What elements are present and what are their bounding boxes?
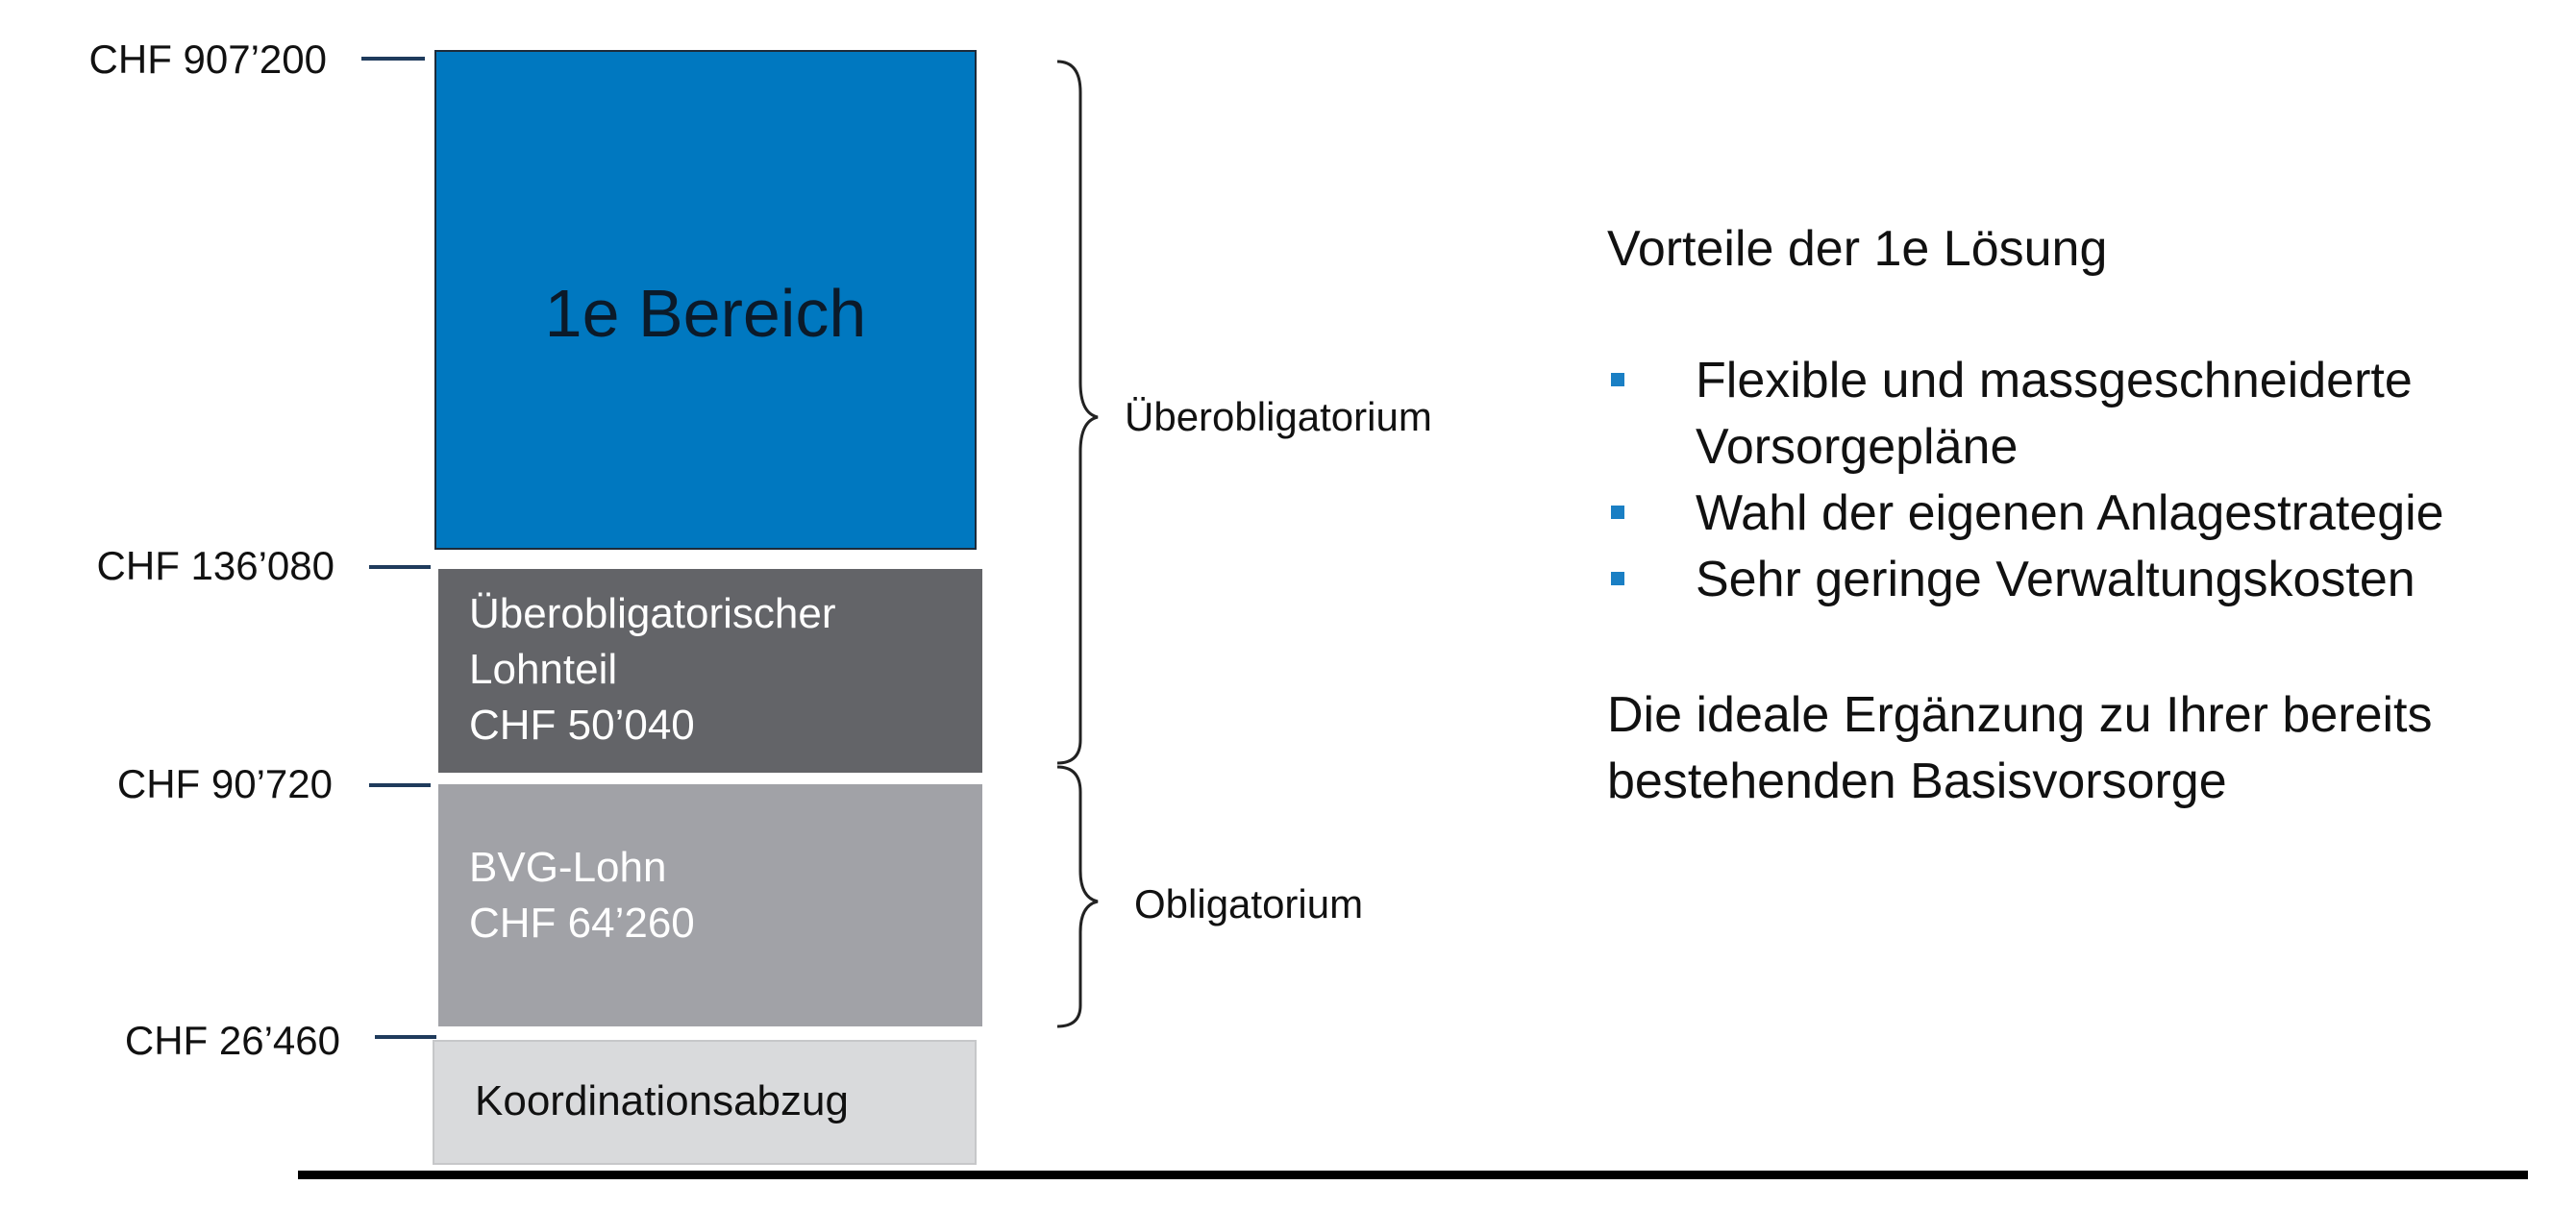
advantage-text: Wahl der eigenen Anlagestrategie	[1696, 485, 2444, 541]
block-koordinationsabzug-label: Koordinationsabzug	[475, 1077, 849, 1124]
block-ueberobligatorischer-line-2: Lohnteil	[469, 646, 618, 693]
block-bvg-lohn-text	[469, 840, 695, 951]
block-ueberobligatorischer-line-3: CHF 50’040	[469, 702, 695, 749]
brace-lower	[1057, 767, 1098, 1026]
advantage-item	[1607, 481, 2568, 547]
block-ueberobligatorischer-lohnteil-text	[469, 586, 836, 753]
level-label-26460: CHF 26’460	[124, 1018, 340, 1063]
brace-graphics	[1038, 48, 1134, 1038]
level-label-907200: CHF 907’200	[88, 37, 327, 82]
advantages-title: Vorteile der 1e Lösung	[1607, 221, 2108, 277]
block-ueberobligatorischer-line-1: Überobligatorischer	[469, 590, 836, 637]
brace-upper	[1057, 62, 1098, 763]
square-bullet-icon	[1611, 506, 1624, 519]
level-tick-26460	[375, 1035, 436, 1039]
level-tick-90720	[369, 783, 431, 787]
block-ueberobligatorischer-lohnteil	[438, 569, 982, 773]
level-label-90720: CHF 90’720	[116, 761, 333, 806]
block-koordinationsabzug	[433, 1040, 977, 1165]
square-bullet-icon	[1611, 572, 1624, 585]
summary-text: Die ideale Ergänzung zu Ihrer bereits bestehenden Basisvorsorge	[1607, 687, 2433, 809]
block-bvg-lohn	[438, 784, 982, 1026]
level-tick-136080	[369, 565, 431, 569]
brace-label-obligatorium: Obligatorium	[1134, 881, 1364, 926]
advantages-panel	[1607, 219, 2568, 815]
advantages-list	[1607, 348, 2568, 613]
advantage-item	[1607, 547, 2568, 613]
brace-label-ueberobligatorium: Überobligatorium	[1125, 394, 1432, 439]
advantage-text: Sehr geringe Verwaltungskosten	[1696, 552, 2415, 607]
advantage-item	[1607, 348, 2568, 481]
advantage-text: Flexible und massgeschneiderte Vorsorgepläne	[1696, 353, 2413, 475]
level-tick-907200	[361, 57, 425, 61]
level-label-136080: CHF 136’080	[96, 543, 334, 588]
baseline-rule	[298, 1171, 2528, 1179]
block-1e-bereich-label: 1e Bereich	[544, 276, 867, 351]
block-bvg-lohn-line-1: BVG-Lohn	[469, 844, 667, 891]
block-1e-bereich	[434, 50, 977, 550]
block-bvg-lohn-line-2: CHF 64’260	[469, 900, 695, 947]
square-bullet-icon	[1611, 373, 1624, 386]
